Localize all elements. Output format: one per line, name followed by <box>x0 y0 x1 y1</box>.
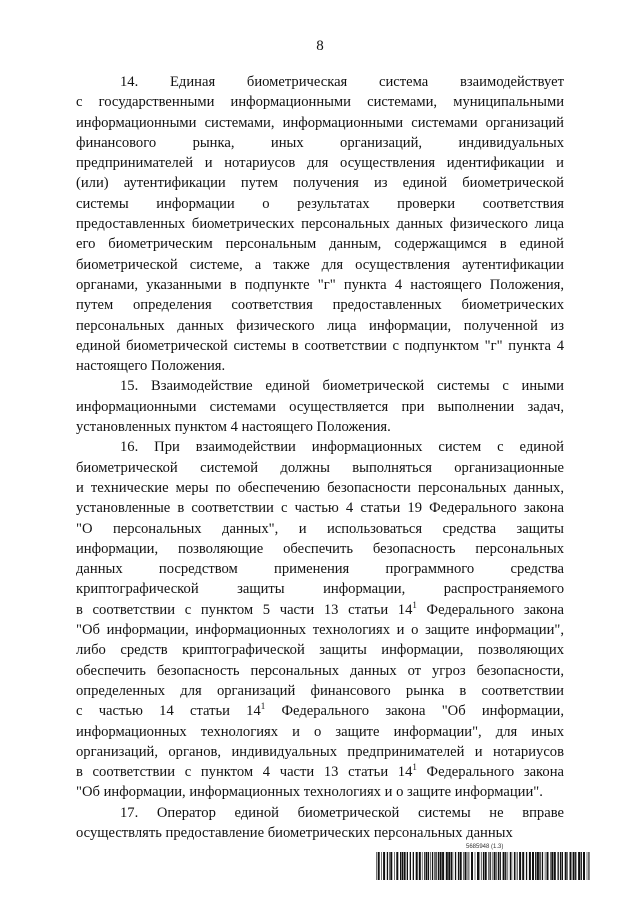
barcode-bar <box>387 852 388 880</box>
barcode-bar <box>590 852 591 880</box>
barcode-bar <box>475 852 476 880</box>
barcode-bar <box>583 852 585 880</box>
barcode-bar <box>471 852 473 880</box>
text-line: персональных данных физического лица информации, полученной из <box>76 317 564 334</box>
barcode-bar <box>581 852 582 880</box>
text-line: с частью 14 статьи $14^1$ Федерального закона "Об информации, <box>76 701 564 720</box>
barcode-bar <box>458 852 459 880</box>
text-line: организаций, органов, индивидуальных предпринимателей и нотариусов <box>76 743 564 760</box>
barcode-bar <box>490 852 491 880</box>
barcode-bar <box>562 852 563 880</box>
text-line: криптографической защиты информации, распространяемого <box>76 581 564 598</box>
barcode-bar <box>587 852 588 880</box>
barcode-bar <box>545 852 546 880</box>
barcode-bar <box>389 852 390 880</box>
text-line: единой биометрической системы в соответствии с подпунктом "г" пункта 4 <box>76 337 564 354</box>
text-line: информации, позволяющие обеспечить безопасность персональных <box>76 540 564 557</box>
barcode-bar <box>430 852 431 880</box>
text-line: либо средств криптографической защиты информации, позволяющих <box>76 642 564 659</box>
barcode-bar <box>512 852 513 880</box>
text-line: финансового рынка, иных организаций, индивидуальных <box>76 134 564 151</box>
paragraph-p14 <box>76 72 564 376</box>
text-line: 15. Взаимодействие единой биометрической системы с иными <box>120 378 564 395</box>
barcode-bar <box>468 852 469 880</box>
barcode-bar <box>413 852 414 880</box>
document-code: 5685948 (1.3) <box>466 844 504 850</box>
barcode-bar <box>383 852 385 880</box>
text-line: в соответствии с пунктом 5 части 13 статьи $14^1$ Федерального закона <box>76 599 564 618</box>
barcode-bar <box>519 852 521 880</box>
barcode-bar <box>438 852 439 880</box>
text-line: информационными системами осуществляется при выполнении задач, <box>76 398 564 415</box>
barcode-bar <box>522 852 524 880</box>
barcode-bar <box>575 852 576 880</box>
barcode-bar <box>567 852 568 880</box>
barcode-bar <box>488 852 489 880</box>
barcode-bar <box>407 852 408 880</box>
barcode-bar <box>416 852 418 880</box>
barcode-bar <box>428 852 429 880</box>
text-line: в соответствии с пунктом 4 части 13 статьи $14^1$ Федерального закона <box>76 762 564 781</box>
text-line: "Об информации, информационных технологиях и о защите информации", <box>76 622 564 639</box>
barcode-bar <box>451 852 452 880</box>
barcode-bar <box>514 852 515 880</box>
text-line: путем определения соответствия предоставленных биометрических <box>76 297 564 314</box>
barcode-bar <box>426 852 427 880</box>
barcode-bar <box>542 852 543 880</box>
barcode-bar <box>516 852 517 880</box>
paragraph-p15 <box>76 376 564 437</box>
text-line: настоящего Положения. <box>76 358 226 375</box>
barcode-bar <box>460 852 462 880</box>
barcode-bar <box>376 852 377 880</box>
text-line: с государственными информационными системами, муниципальными <box>76 94 564 111</box>
barcode-bar <box>448 852 450 880</box>
barcode-bar <box>465 852 467 880</box>
text-line: биометрической системе, а также для осуществления аутентификации <box>76 256 564 273</box>
barcode-bar <box>570 852 572 880</box>
text-line: установленных пунктом 4 настоящего Положения. <box>76 419 391 436</box>
barcode-bar <box>578 852 580 880</box>
text-line: осуществлять предоставление биометрических персональных данных <box>76 824 513 841</box>
text-line: 17. Оператор единой биометрической системы не вправе <box>120 804 564 821</box>
barcode-bar <box>390 852 392 880</box>
barcode-bar <box>394 852 395 880</box>
text-line: предпринимателей и нотариусов для осуществления идентификации и <box>76 155 564 172</box>
barcode-bar <box>419 852 421 880</box>
barcode-bar <box>400 852 401 880</box>
barcode-bar <box>547 852 549 880</box>
barcode-bar <box>529 852 531 880</box>
text-line: определенных для организаций финансового рынка в соответствии <box>76 682 564 699</box>
barcode-bar <box>500 852 501 880</box>
text-line: "О персональных данных", и использоваться средства защиты <box>76 520 564 537</box>
barcode-bar <box>496 852 497 880</box>
barcode-bar <box>588 852 589 880</box>
barcode-bar <box>432 852 433 880</box>
barcode-bar <box>483 852 484 880</box>
barcode-bar <box>440 852 442 880</box>
barcode-bar <box>508 852 509 880</box>
barcode-bar <box>396 852 398 880</box>
barcode-bar <box>503 852 505 880</box>
barcode-bar <box>378 852 380 880</box>
barcode-bar <box>537 852 539 880</box>
text-line: обеспечить безопасность персональных данных от угроз безопасности, <box>76 662 564 679</box>
barcode-bar <box>381 852 382 880</box>
text-line: биометрической системой должны выполняться организационные <box>76 459 564 476</box>
barcode-bar <box>477 852 479 880</box>
barcode-bar <box>434 852 435 880</box>
barcode-bar <box>498 852 499 880</box>
barcode-bar <box>424 852 425 880</box>
text-line: установленные в соответствии с частью 4 статьи 19 Федерального закона <box>76 500 564 517</box>
barcode-bar <box>505 852 506 880</box>
superscript: 1 <box>412 762 417 773</box>
barcode-bar <box>435 852 436 880</box>
paragraph-p16 <box>76 437 564 802</box>
barcode-bar <box>422 852 423 880</box>
barcode-bar <box>539 852 540 880</box>
barcode-bar <box>558 852 559 880</box>
page-number: 8 <box>316 38 324 54</box>
barcode-bar <box>510 852 511 880</box>
document-body <box>76 72 564 843</box>
barcode-bar <box>442 852 444 880</box>
barcode-bar <box>494 852 496 880</box>
barcode-bar <box>565 852 567 880</box>
barcode-bar <box>532 852 534 880</box>
barcode-bar <box>535 852 536 880</box>
text-line: 16. При взаимодействии информационных систем с единой <box>120 439 564 456</box>
text-line: его биометрическим персональным данным, содержащимся в единой <box>76 236 564 253</box>
text-line: информационными системами, информационными системами организаций <box>76 114 564 131</box>
barcode-bar <box>446 852 448 880</box>
text-line: и технические меры по обеспечению безопасности персональных данных, <box>76 479 564 496</box>
text-line: информационных технологиях и о защите информации", для иных <box>76 723 564 740</box>
text-line: "Об информации, информационных технологиях и о защите информации". <box>76 784 543 801</box>
barcode-bar <box>551 852 553 880</box>
barcode-bar <box>463 852 464 880</box>
paragraph-p17 <box>76 803 564 844</box>
barcode-bar <box>453 852 454 880</box>
barcode-bar <box>480 852 481 880</box>
barcode-bar <box>455 852 456 880</box>
barcode-bar <box>469 852 470 880</box>
barcode-bar <box>481 852 482 880</box>
barcode-bar <box>554 852 556 880</box>
text-line: данных посредством применения программного средства <box>76 561 564 578</box>
barcode-bar <box>550 852 551 880</box>
superscript: 1 <box>412 599 417 610</box>
text-line: (или) аутентификации путем получения из единой биометрической <box>76 175 564 192</box>
superscript: 1 <box>260 701 266 712</box>
barcode-bar <box>485 852 487 880</box>
text-line: 14. Единая биометрическая система взаимодействует <box>120 74 564 90</box>
barcode-bar <box>573 852 575 880</box>
barcode-bar <box>526 852 527 880</box>
barcode-bar <box>517 852 518 880</box>
barcode-bar <box>404 852 406 880</box>
text-line: системы информации о результатах проверки соответствия <box>76 195 564 212</box>
barcode-bar <box>402 852 403 880</box>
barcode-bar <box>560 852 561 880</box>
text-line: предоставленных биометрических персональных данных физического лица <box>76 216 564 233</box>
text-line: органами, указанными в подпункте "г" пункта 4 настоящего Положения, <box>76 276 564 293</box>
barcode-bar <box>492 852 493 880</box>
barcode-image <box>376 852 590 880</box>
barcode-bar <box>410 852 411 880</box>
